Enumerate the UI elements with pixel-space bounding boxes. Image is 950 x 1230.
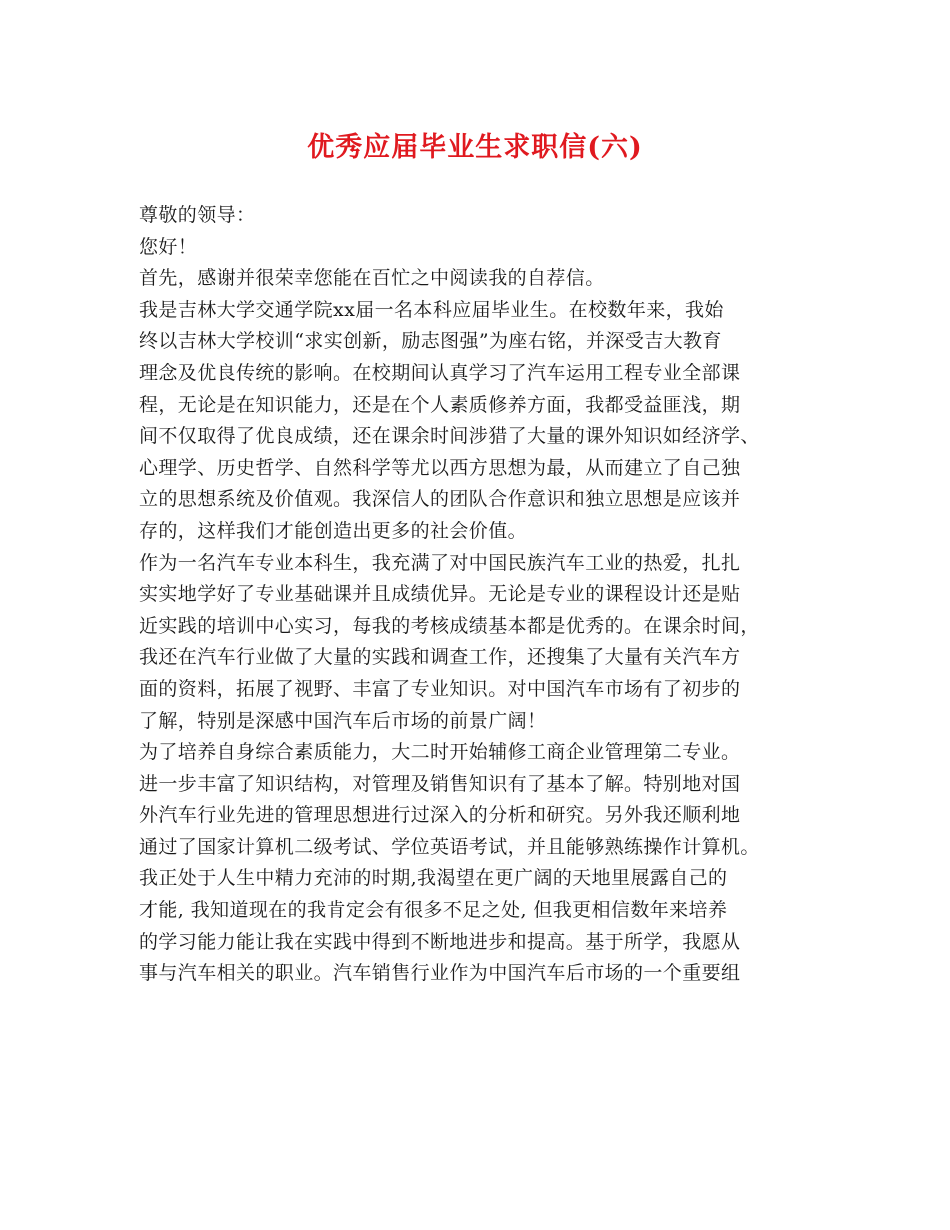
text-line: 了解，特别是深感中国汽车后市场的前景广阔！ <box>139 709 547 732</box>
text-line: 尊敬的领导： <box>139 204 256 226</box>
text-line: 才能, 我知道现在的我肯定会有很多不足之处, 但我更相信数年来培养 <box>139 899 728 922</box>
text-line: 我正处于人生中精力充沛的时期,我渴望在更广阔的天地里展露自己的 <box>139 867 728 890</box>
text-line: 事与汽车相关的职业。汽车销售行业作为中国汽车后市场的一个重要组 <box>139 962 741 985</box>
text-line: 终以吉林大学校训“求实创新，励志图强”为座右铭，并深受吉大教育 <box>139 330 722 353</box>
text-line: 作为一名汽车专业本科生，我充满了对中国民族汽车工业的热爱，扎扎 <box>139 551 741 574</box>
text-line: 外汽车行业先进的管理思想进行过深入的分析和研究。另外我还顺利地 <box>139 804 741 827</box>
text-line: 近实践的培训中心实习，每我的考核成绩基本都是优秀的。在课余时间， <box>139 614 760 637</box>
text-line: 立的思想系统及价值观。我深信人的团队合作意识和独立思想是应该并 <box>139 488 741 511</box>
text-line: 存的，这样我们才能创造出更多的社会价值。 <box>139 519 528 542</box>
text-line: 面的资料，拓展了视野、丰富了专业知识。对中国汽车市场有了初步的 <box>139 677 741 700</box>
document-title: 优秀应届毕业生求职信(六) <box>307 132 643 163</box>
text-line: 理念及优良传统的影响。在校期间认真学习了汽车运用工程专业全部课 <box>139 361 741 384</box>
text-line: 的学习能力能让我在实践中得到不断地进步和提高。基于所学，我愿从 <box>139 930 741 953</box>
text-line: 程，无论是在知识能力，还是在个人素质修养方面，我都受益匪浅，期 <box>139 393 741 416</box>
text-line: 实实地学好了专业基础课并且成绩优异。无论是专业的课程设计还是贴 <box>139 583 741 606</box>
text-line: 间不仅取得了优良成绩，还在课余时间涉猎了大量的课外知识如经济学、 <box>139 425 760 448</box>
text-line: 我是吉林大学交通学院xx届一名本科应届毕业生。在校数年来，我始 <box>139 298 724 321</box>
text-line: 您好！ <box>139 235 198 258</box>
text-line: 为了培养自身综合素质能力，大二时开始辅修工商企业管理第二专业。 <box>139 741 741 764</box>
letter-body <box>139 200 829 990</box>
text-line: 我还在汽车行业做了大量的实践和调查工作，还搜集了大量有关汽车方 <box>139 646 741 669</box>
text-line: 首先，感谢并很荣幸您能在百忙之中阅读我的自荐信。 <box>139 267 605 290</box>
text-line: 通过了国家计算机二级考试、学位英语考试，并且能够熟练操作计算机。 <box>139 835 760 858</box>
text-line: 心理学、历史哲学、自然科学等尤以西方思想为最，从而建立了自己独 <box>139 456 741 479</box>
text-line: 进一步丰富了知识结构，对管理及销售知识有了基本了解。特别地对国 <box>139 772 741 795</box>
